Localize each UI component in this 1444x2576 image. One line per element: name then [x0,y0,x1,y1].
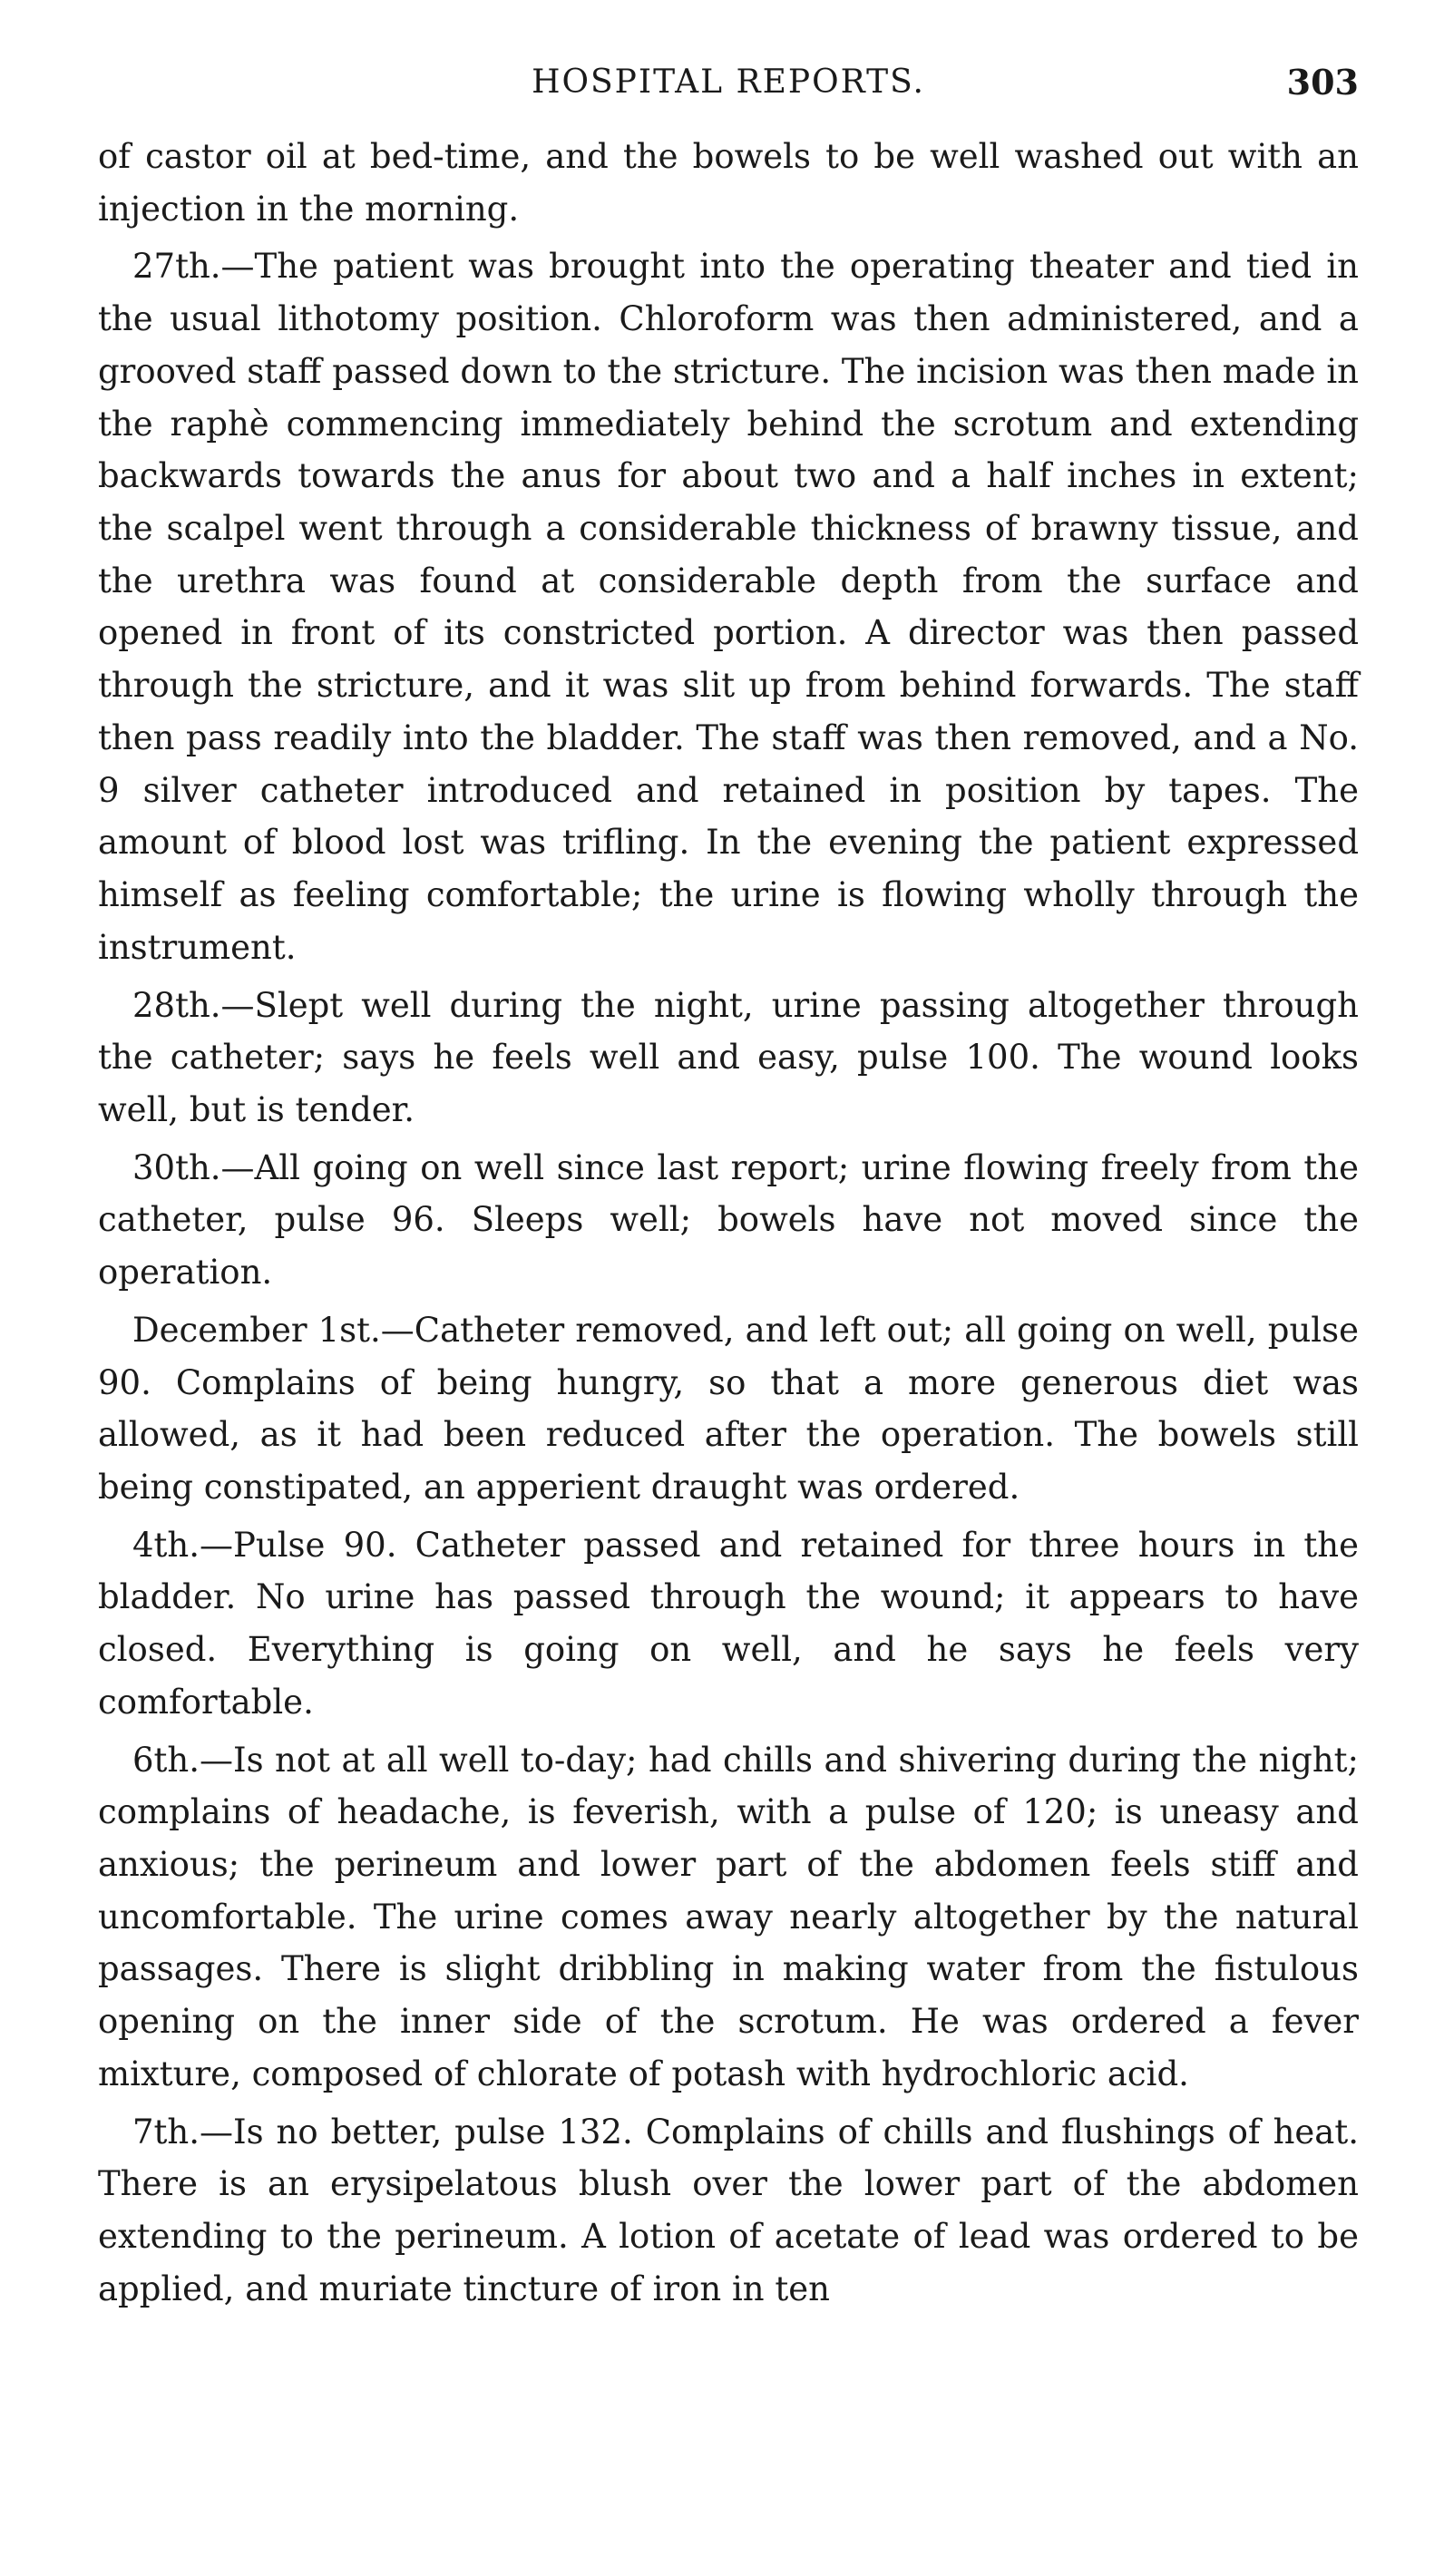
page-number: 303 [1286,62,1359,102]
paragraph-4th: 4th.—Pulse 90. Catheter passed and retained for three hours in the bladder. No urine has passed through the wound; it appears to have closed. Everything is going on well, and he says he feels very comfortable. [98,1525,1359,1722]
body-text [98,131,1359,2315]
running-header [98,54,1359,118]
book-page [98,54,1359,2320]
paragraph-7th: 7th.—Is no better, pulse 132. Complains of chills and flushings of heat. There is an erysipelatous blush over the lower part of the abdomen extending to the perineum. A lotion of acetate of lead was ordered to be applied, and muriate tincture of iron in ten [98,2112,1359,2308]
paragraph-27th: 27th.—The patient was brought into the operating theater and tied in the usual lithotomy position. Chloroform was then administered, and a grooved staff passed down to the stricture. The incision was then made in the raphè commencing immediately behind the scrotum and extending backwards towards the anus for about two and a half inches in extent; the scalpel went through a considerable thickness of brawny tissue, and the urethra was found at considerable depth from the surface and opened in front of its constricted portion. A director was then passed through the stricture, and it was slit up from behind forwards. The staff then pass readily into the bladder. The staff was then removed, and a No. 9 silver catheter introduced and retained in position by tapes. The amount of blood lost was trifling. In the evening the patient expressed himself as feeling comfortable; the urine is flowing wholly through the instrument. [98,247,1359,967]
paragraph-6th: 6th.—Is not at all well to-day; had chills and shivering during the night; complains of headache, is feverish, with a pulse of 120; is uneasy and anxious; the perineum and lower part of the abdomen feels stiff and uncomfortable. The urine comes away nearly altogether by the natural passages. There is slight dribbling in making water from the fistulous opening on the inner side of the scrotum. He was ordered a fever mixture, composed of chlorate of potash with hydrochloric acid. [98,1740,1359,2093]
paragraph-december-1st: December 1st.—Catheter removed, and left out; all going on well, pulse 90. Complains of being hungry, so that a more generous diet was allowed, as it had been reduced after the operation. The bowels still being constipated, an apperient draught was ordered. [98,1310,1359,1507]
paragraph-30th: 30th.—All going on well since last report; urine flowing freely from the catheter, pulse 96. Sleeps well; bowels have not moved since the operation. [98,1147,1359,1293]
paragraph-continuation: of castor oil at bed-time, and the bowels to be well washed out with an injection in the morning. [98,137,1359,229]
paragraph-28th: 28th.—Slept well during the night, urine passing altogether through the catheter; says he feels well and easy, pulse 100. The wound looks well, but is tender. [98,985,1359,1129]
running-title: HOSPITAL REPORTS. [532,63,925,101]
